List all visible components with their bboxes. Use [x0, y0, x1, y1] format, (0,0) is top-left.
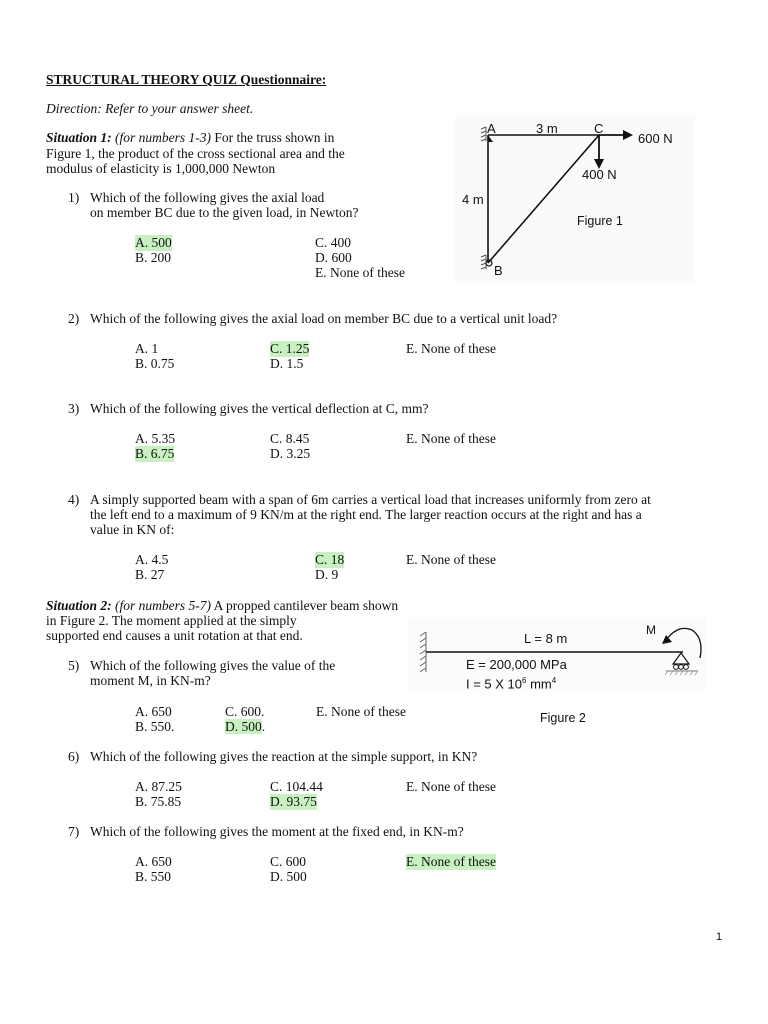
- inertia-text: I = 5 X 10: [466, 676, 523, 692]
- q3-option-c[interactable]: C. 8.45: [270, 431, 310, 446]
- question-1-number: 1): [68, 190, 80, 205]
- q3-option-e[interactable]: E. None of these: [406, 431, 496, 446]
- question-5-line-1: Which of the following gives the value of the: [90, 658, 336, 673]
- situation-2-line-3: supported end causes a unit rotation at that end.: [46, 628, 303, 643]
- q6-option-c[interactable]: C. 104.44: [270, 779, 323, 794]
- q1-option-b[interactable]: B. 200: [135, 250, 172, 265]
- situation-1-range: (for numbers 1-3): [115, 130, 212, 145]
- q5-option-d-text: D. 500: [225, 719, 262, 734]
- situation-2-text: A propped cantilever beam shown: [213, 598, 399, 613]
- q3-option-d[interactable]: D. 3.25: [270, 446, 311, 461]
- figure-2-beam: [408, 618, 706, 690]
- page-number: 1: [716, 931, 723, 943]
- q7-option-b[interactable]: B. 550: [135, 869, 172, 884]
- q1-option-c[interactable]: C. 400: [315, 235, 352, 250]
- node-c-label: C: [594, 121, 604, 136]
- inertia-unit-exponent: 4: [551, 676, 557, 685]
- question-3-line-1: Which of the following gives the vertical deflection at C, mm?: [90, 401, 429, 416]
- q2-option-c[interactable]: C. 1.25: [270, 341, 310, 356]
- inertia-exponent: 6: [522, 676, 527, 685]
- q5-option-a[interactable]: A. 650: [135, 704, 172, 719]
- question-5-number: 5): [68, 658, 80, 673]
- situation-1-line-2: Figure 1, the product of the cross sectional area and the: [46, 146, 345, 161]
- question-7-number: 7): [68, 824, 80, 839]
- length-label: L = 8 m: [524, 631, 568, 646]
- load-v-label: 400 N: [582, 167, 617, 182]
- question-4-number: 4): [68, 492, 80, 507]
- q2-option-a[interactable]: A. 1: [135, 341, 159, 356]
- q2-option-b[interactable]: B. 0.75: [135, 356, 175, 371]
- q5-option-d-suffix: .: [261, 719, 266, 734]
- node-a-label: A: [487, 121, 496, 136]
- question-4-line-1: A simply supported beam with a span of 6m carries a vertical load that increases uniformly from zero at: [90, 492, 651, 507]
- situation-2-label: Situation 2:: [46, 598, 112, 613]
- q6-option-a[interactable]: A. 87.25: [135, 779, 182, 794]
- figure-1-caption: Figure 1: [577, 214, 623, 228]
- q7-option-c[interactable]: C. 600: [270, 854, 307, 869]
- q4-option-c[interactable]: C. 18: [315, 552, 345, 567]
- q4-option-b[interactable]: B. 27: [135, 567, 165, 582]
- q1-option-a[interactable]: A. 500: [135, 235, 172, 250]
- situation-1-label: Situation 1:: [46, 130, 112, 145]
- question-2-number: 2): [68, 311, 80, 326]
- q5-option-b[interactable]: B. 550.: [135, 719, 175, 734]
- situation-1-line-3: modulus of elasticity is 1,000,000 Newton: [46, 161, 276, 176]
- page-title: STRUCTURAL THEORY QUIZ Questionnaire:: [46, 72, 327, 87]
- span-label: 3 m: [536, 121, 558, 136]
- q2-option-d[interactable]: D. 1.5: [270, 356, 304, 371]
- q4-option-a[interactable]: A. 4.5: [135, 552, 169, 567]
- modulus-label: E = 200,000 MPa: [466, 657, 567, 672]
- q7-option-d[interactable]: D. 500: [270, 869, 307, 884]
- q3-option-b[interactable]: B. 6.75: [135, 446, 175, 461]
- moment-label: M: [646, 623, 656, 637]
- question-4-line-3: value in KN of:: [90, 522, 175, 537]
- height-label: 4 m: [462, 192, 484, 207]
- situation-2-line-2: in Figure 2. The moment applied at the simply: [46, 613, 297, 628]
- situation-2-line-1: [46, 598, 398, 614]
- question-6-number: 6): [68, 749, 80, 764]
- question-3-number: 3): [68, 401, 80, 416]
- q6-option-d[interactable]: D. 93.75: [270, 794, 317, 809]
- question-7-line-1: Which of the following gives the moment at the fixed end, in KN-m?: [90, 824, 464, 839]
- question-5-line-2: moment M, in KN-m?: [90, 673, 211, 688]
- question-4-line-2: the left end to a maximum of 9 KN/m at the right end. The larger reaction occurs at the right and has a: [90, 507, 642, 522]
- question-6-line-1: Which of the following gives the reaction at the simple support, in KN?: [90, 749, 478, 764]
- question-1-line-1: Which of the following gives the axial load: [90, 190, 325, 205]
- q5-option-c[interactable]: C. 600.: [225, 704, 265, 719]
- situation-1-line-1: [46, 130, 334, 146]
- q6-option-e[interactable]: E. None of these: [406, 779, 496, 794]
- q7-option-a[interactable]: A. 650: [135, 854, 172, 869]
- q5-option-d[interactable]: [225, 719, 265, 735]
- q4-option-e[interactable]: E. None of these: [406, 552, 496, 567]
- q7-option-e[interactable]: E. None of these: [406, 854, 496, 869]
- q1-option-e[interactable]: E. None of these: [315, 265, 405, 280]
- q4-option-d[interactable]: D. 9: [315, 567, 339, 582]
- q5-option-e[interactable]: E. None of these: [316, 704, 406, 719]
- load-h-label: 600 N: [638, 131, 673, 146]
- q1-option-d[interactable]: D. 600: [315, 250, 352, 265]
- figure-2-caption: Figure 2: [540, 711, 586, 725]
- question-1-line-2: on member BC due to the given load, in Newton?: [90, 205, 359, 220]
- situation-2-range: (for numbers 5-7): [115, 598, 212, 613]
- situation-1-text: For the truss shown in: [214, 130, 335, 145]
- q3-option-a[interactable]: A. 5.35: [135, 431, 176, 446]
- inertia-label: [466, 673, 556, 692]
- q2-option-e[interactable]: E. None of these: [406, 341, 496, 356]
- q6-option-b[interactable]: B. 75.85: [135, 794, 182, 809]
- node-b-label: B: [494, 263, 503, 278]
- direction-text: Direction: Refer to your answer sheet.: [46, 101, 254, 116]
- question-2-line-1: Which of the following gives the axial load on member BC due to a vertical unit load?: [90, 311, 558, 326]
- inertia-unit: mm: [526, 676, 552, 692]
